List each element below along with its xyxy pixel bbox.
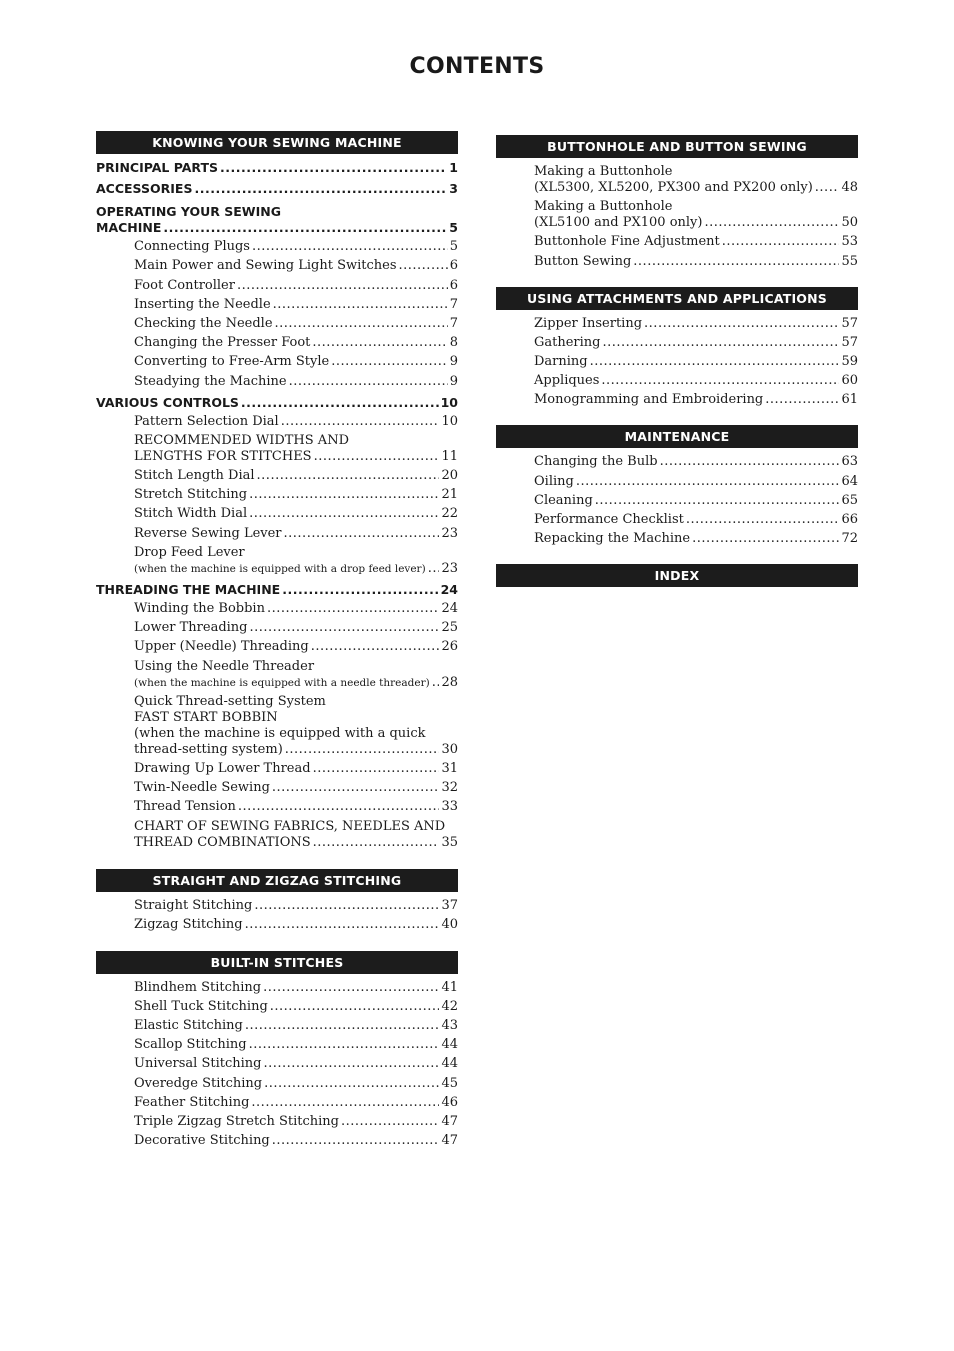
toc-entry[interactable]: Winding the Bobbin ..... 24 [96, 601, 458, 617]
section-header-maintenance[interactable]: MAINTENANCE [496, 425, 858, 448]
page-title: CONTENTS [409, 54, 545, 79]
toc-entry-dropfeed[interactable]: (when the machine is equipped with a drop feed lever) ..... 23 [96, 561, 458, 577]
section-attachments [496, 310, 858, 409]
section-gap [496, 270, 858, 287]
toc-entry[interactable]: Blindhem Stitching ..... 41 [96, 980, 458, 996]
toc-entry-quick-line1[interactable]: Quick Thread-setting System [134, 693, 326, 709]
toc-entry[interactable]: Gathering ..... 57 [496, 335, 858, 351]
toc-entry[interactable]: Button Sewing ..... 55 [496, 254, 858, 270]
toc-entry[interactable]: Scallop Stitching ..... 44 [96, 1037, 458, 1053]
toc-entry[interactable]: Checking the Needle ..... 7 [96, 316, 458, 332]
toc-entry[interactable]: Triple Zigzag Stretch Stitching ..... 47 [96, 1114, 458, 1130]
toc-entry[interactable]: Buttonhole Fine Adjustment ..... 53 [496, 234, 858, 250]
section-buttonhole [496, 158, 858, 270]
toc-entry-recommended[interactable]: LENGTHS FOR STITCHES ..... 11 [96, 449, 458, 465]
toc-entry[interactable]: Repacking the Machine ..... 72 [496, 531, 858, 547]
toc-entry[interactable]: Pattern Selection Dial ..... 10 [96, 414, 458, 430]
toc-entry[interactable]: Universal Stitching ..... 44 [96, 1056, 458, 1072]
toc-entry[interactable]: Connecting Plugs ..... 5 [96, 239, 458, 255]
section-straight [96, 892, 458, 933]
toc-entry[interactable]: Decorative Stitching ..... 47 [96, 1133, 458, 1149]
toc-entry[interactable]: Main Power and Sewing Light Switches ..... 6 [96, 258, 458, 274]
section-builtin [96, 974, 458, 1150]
toc-entry[interactable]: Oiling ..... 64 [496, 474, 858, 490]
section-gap [496, 408, 858, 425]
toc-entry-principal-parts[interactable]: PRINCIPAL PARTS ..... 1 [96, 160, 458, 176]
toc-entry[interactable]: Straight Stitching ..... 37 [96, 898, 458, 914]
toc-entry-recommended-line1[interactable]: RECOMMENDED WIDTHS AND [134, 432, 349, 448]
toc-entry[interactable]: Changing the Presser Foot ..... 8 [96, 335, 458, 351]
toc-entry[interactable]: Zigzag Stitching ..... 40 [96, 917, 458, 933]
toc-entry[interactable]: Zipper Inserting ..... 57 [496, 316, 858, 332]
section-gap [96, 933, 458, 951]
toc-entry-threading[interactable]: THREADING THE MACHINE ..... 24 [96, 582, 458, 598]
section-maintenance [496, 448, 858, 547]
toc-entry[interactable]: Elastic Stitching ..... 43 [96, 1018, 458, 1034]
toc-entry[interactable]: Cleaning ..... 65 [496, 493, 858, 509]
toc-entry-bh1[interactable]: (XL5300, XL5200, PX300 and PX200 only) ..... 48 [496, 180, 858, 196]
toc-entry[interactable]: Performance Checklist ..... 66 [496, 512, 858, 528]
section-knowing [96, 154, 458, 851]
toc-entry[interactable]: Foot Controller ..... 6 [96, 278, 458, 294]
toc-entry[interactable]: Feather Stitching ..... 46 [96, 1095, 458, 1111]
toc-entry-chart-line1[interactable]: CHART OF SEWING FABRICS, NEEDLES AND [134, 818, 446, 834]
toc-entry[interactable]: Monogramming and Embroidering ..... 61 [496, 392, 858, 408]
toc-entry-operating[interactable]: MACHINE ..... 5 [96, 220, 458, 236]
toc-entry[interactable]: Shell Tuck Stitching ..... 42 [96, 999, 458, 1015]
toc-entry[interactable]: Stitch Width Dial ..... 22 [96, 506, 458, 522]
toc-entry[interactable]: Overedge Stitching ..... 45 [96, 1076, 458, 1092]
toc-entry-bh2[interactable]: (XL5100 and PX100 only) ..... 50 [496, 215, 858, 231]
toc-entry-quick-line3[interactable]: (when the machine is equipped with a quick [134, 725, 426, 741]
right-column [496, 135, 858, 587]
section-header-buttonhole[interactable]: BUTTONHOLE AND BUTTON SEWING [496, 135, 858, 158]
toc-entry[interactable]: Converting to Free-Arm Style ..... 9 [96, 354, 458, 370]
toc-entry[interactable]: Twin-Needle Sewing ..... 32 [96, 780, 458, 796]
toc-entry[interactable]: Appliques ..... 60 [496, 373, 858, 389]
toc-entry-threader-line1[interactable]: Using the Needle Threader [134, 658, 315, 674]
toc-entry[interactable]: Stitch Length Dial ..... 20 [96, 468, 458, 484]
section-header-index[interactable]: INDEX [496, 564, 858, 587]
section-header-attachments[interactable]: USING ATTACHMENTS AND APPLICATIONS [496, 287, 858, 310]
left-column [96, 131, 458, 1149]
toc-entry-accessories[interactable]: ACCESSORIES ..... 3 [96, 181, 458, 197]
section-header-builtin[interactable]: BUILT-IN STITCHES [96, 951, 458, 974]
section-header-knowing[interactable]: KNOWING YOUR SEWING MACHINE [96, 131, 458, 154]
section-gap [96, 851, 458, 869]
toc-entry[interactable]: Reverse Sewing Lever ..... 23 [96, 526, 458, 542]
toc-entry-bh1-line1[interactable]: Making a Buttonhole [534, 164, 673, 179]
toc-entry[interactable]: Inserting the Needle ..... 7 [96, 297, 458, 313]
toc-entry-bh2-line1[interactable]: Making a Buttonhole [534, 199, 673, 215]
toc-entry-chart[interactable]: THREAD COMBINATIONS ..... 35 [96, 835, 458, 851]
toc-entry[interactable]: Upper (Needle) Threading ..... 26 [96, 639, 458, 655]
toc-entry[interactable]: Lower Threading ..... 25 [96, 620, 458, 636]
toc-entry[interactable]: Darning ..... 59 [496, 354, 858, 370]
section-gap [496, 547, 858, 564]
toc-entry[interactable]: Drawing Up Lower Thread ..... 31 [96, 761, 458, 777]
section-header-straight[interactable]: STRAIGHT AND ZIGZAG STITCHING [96, 869, 458, 892]
toc-entry-dropfeed-line1[interactable]: Drop Feed Lever [134, 544, 245, 560]
toc-entry[interactable]: Stretch Stitching ..... 21 [96, 487, 458, 503]
toc-entry-quick-line2[interactable]: FAST START BOBBIN [134, 709, 278, 725]
toc-entry-quick[interactable]: thread-setting system) ..... 30 [96, 742, 458, 758]
toc-entry-operating-line1[interactable]: OPERATING YOUR SEWING [96, 204, 281, 219]
toc-entry[interactable]: Steadying the Machine ..... 9 [96, 374, 458, 390]
toc-entry[interactable]: Thread Tension ..... 33 [96, 799, 458, 815]
toc-entry-various-controls[interactable]: VARIOUS CONTROLS ..... 10 [96, 395, 458, 411]
toc-entry[interactable]: Changing the Bulb ..... 63 [496, 454, 858, 470]
toc-entry-threader[interactable]: (when the machine is equipped with a needle threader) ..... 28 [96, 675, 458, 691]
